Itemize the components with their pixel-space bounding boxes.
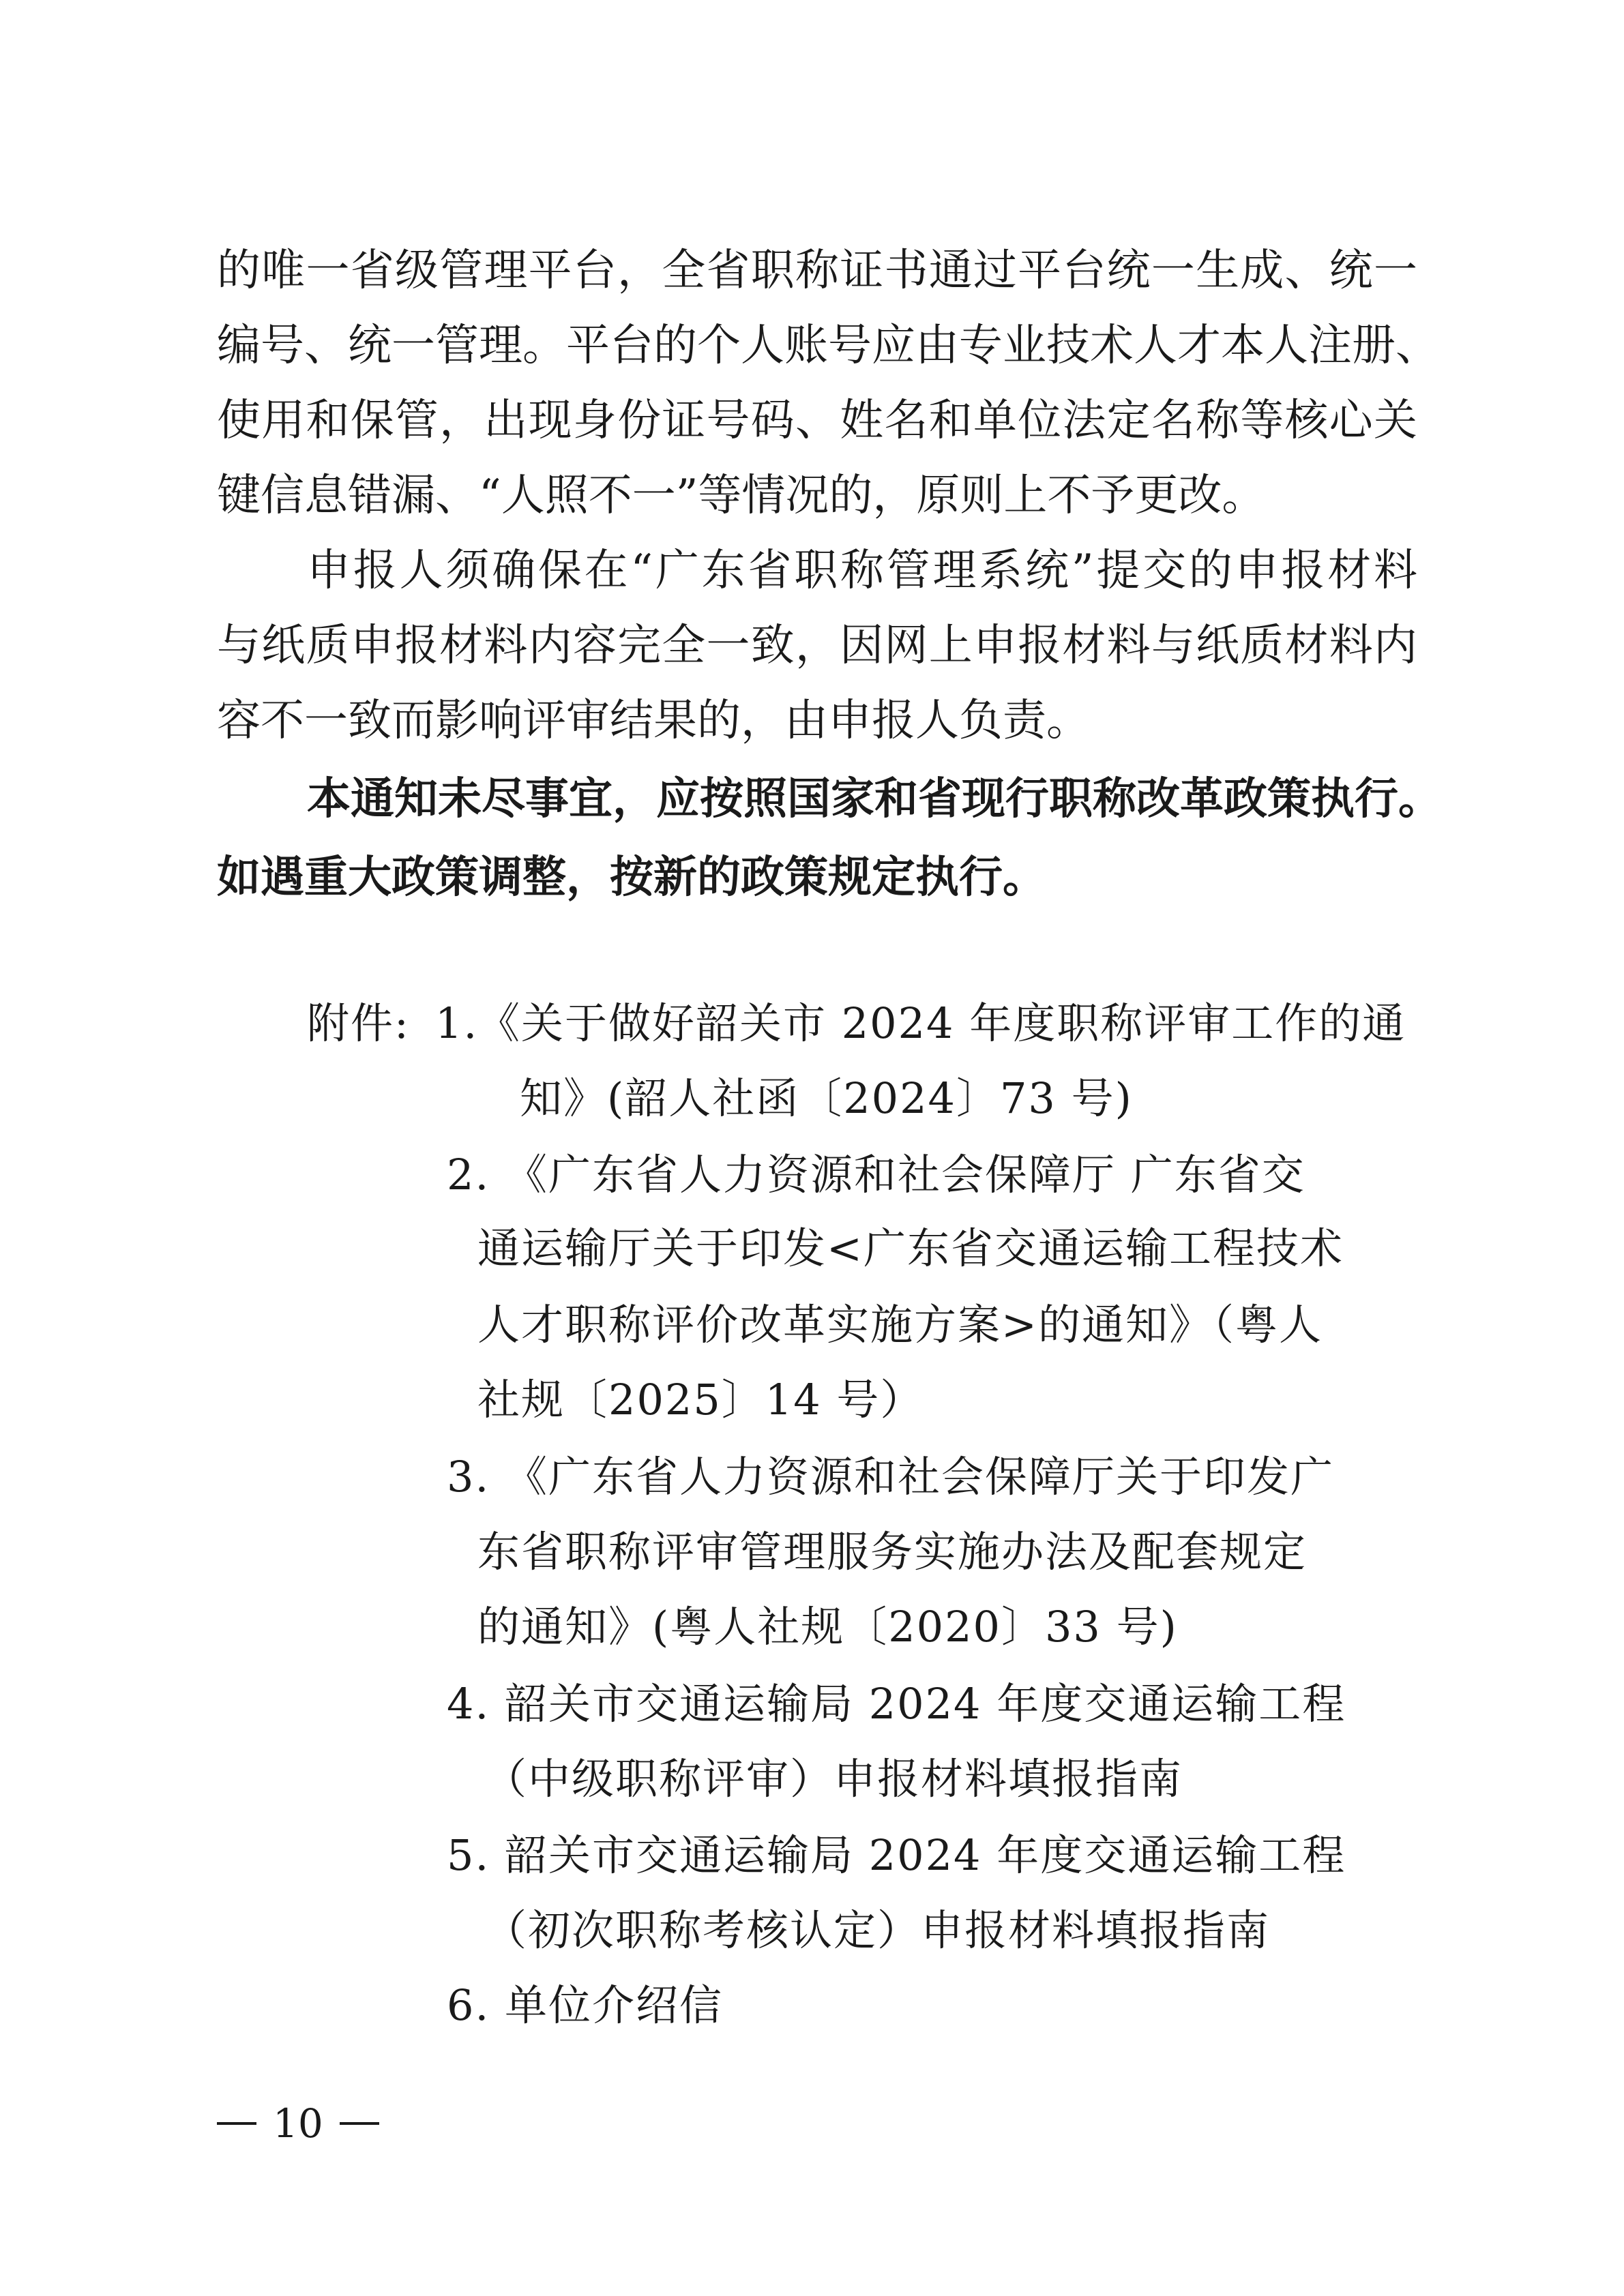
text-line: 与纸质申报材料内容完全一致，因网上申报材料与纸质材料内 — [217, 621, 1417, 671]
attachment-text-line: 《关于做好韶关市 2024 年度职称评审工作的通 — [477, 998, 1406, 1048]
attachment-number: 2. — [447, 1150, 490, 1199]
dash-decoration — [217, 2122, 256, 2125]
page-number-footer — [217, 2100, 379, 2147]
text-line: 容不一致而影响评审结果的，由申报人负责。 — [217, 696, 1090, 746]
attachment-number: 6. — [447, 1980, 490, 2030]
attachment-text-line: （初次职称考核认定）申报材料填报指南 — [484, 1905, 1271, 1955]
attachment-text-line: 东省职称评审管理服务实施办法及配套规定 — [477, 1527, 1308, 1577]
text-line: 申报人须确保在“广东省职称管理系统”提交的申报材料 — [307, 546, 1417, 596]
text-line: 如遇重大政策调整，按新的政策规定执行。 — [217, 852, 1046, 903]
text-line: 本通知未尽事宜，应按照国家和省现行职称改革政策执行。 — [307, 774, 1442, 824]
attachment-number: 1. — [435, 998, 479, 1048]
text-line: 编号、统一管理。平台的个人账号应由专业技术人才本人注册、 — [217, 320, 1439, 371]
text-line: 键信息错漏、“人照不一”等情况的，原则上不予更改。 — [217, 471, 1266, 521]
text-line: 使用和保管，出现身份证号码、姓名和单位法定名称等核心关 — [217, 396, 1417, 446]
attachment-number: 3. — [447, 1452, 490, 1502]
attachment-text-line: 《广东省人力资源和社会保障厅关于印发广 — [505, 1452, 1335, 1502]
attachment-text-line: 韶关市交通运输局 2024 年度交通运输工程 — [505, 1830, 1346, 1880]
attachment-text-line: （中级职称评审）申报材料填报指南 — [484, 1754, 1183, 1804]
attachment-text-line: 社规〔2025〕14 号） — [477, 1375, 924, 1425]
attachment-text-line: 通运输厅关于印发<广东省交通运输工程技术 — [477, 1223, 1344, 1273]
attachment-label: 附件: — [307, 998, 410, 1048]
attachment-text-line: 韶关市交通运输局 2024 年度交通运输工程 — [505, 1679, 1346, 1729]
attachment-text-line: 《广东省人力资源和社会保障厅 广东省交 — [505, 1150, 1305, 1199]
page-number: 10 — [273, 2100, 323, 2147]
attachment-number: 4. — [447, 1679, 490, 1729]
attachment-text-line: 人才职称评价改革实施方案>的通知》（粤人 — [477, 1300, 1323, 1350]
text-line: 的唯一省级管理平台，全省职称证书通过平台统一生成、统一 — [217, 245, 1417, 296]
attachment-text-line: 单位介绍信 — [505, 1980, 724, 2030]
attachment-text-line: 的通知》(粤人社规〔2020〕33 号) — [477, 1602, 1178, 1652]
attachment-text-line: 知》(韶人社函〔2024〕73 号) — [520, 1073, 1133, 1123]
attachment-number: 5. — [447, 1830, 490, 1880]
dash-decoration — [340, 2122, 379, 2125]
